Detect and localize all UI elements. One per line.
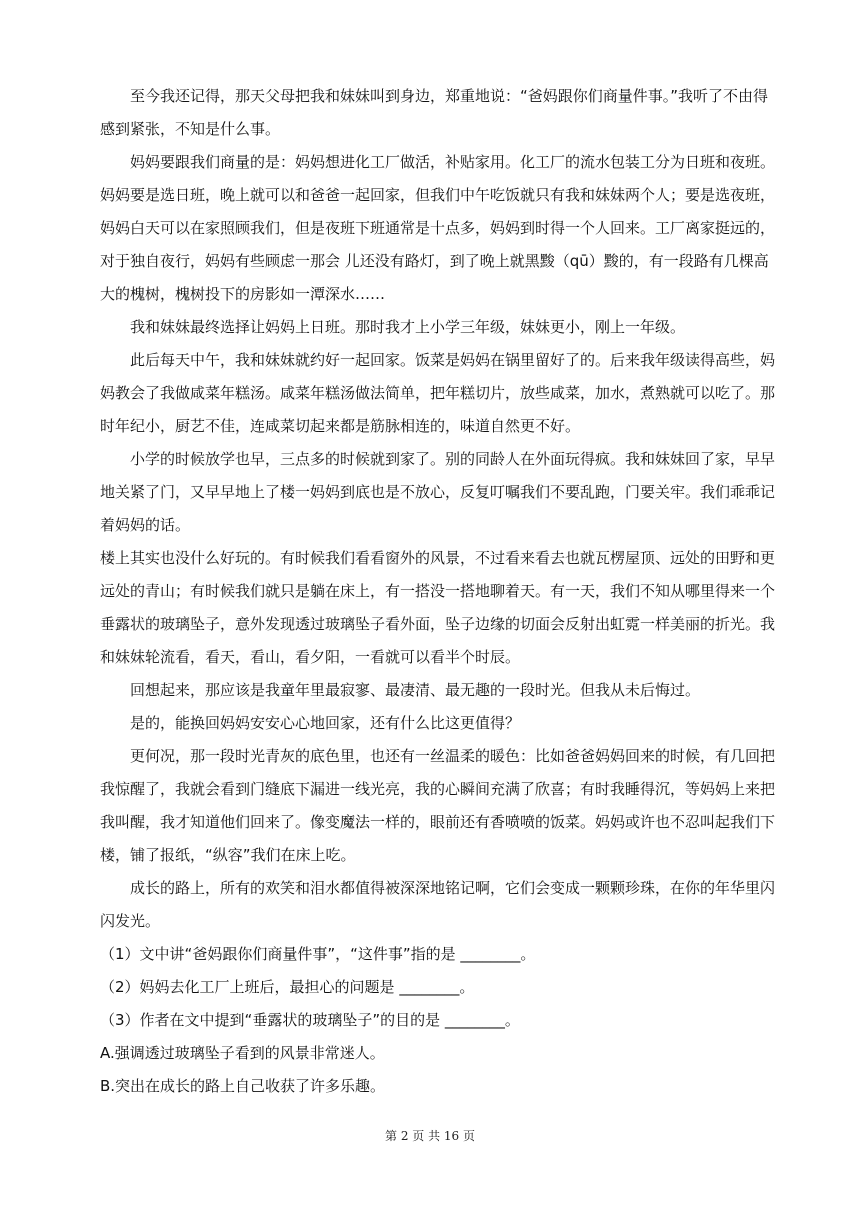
text-line: 回想起来，那应该是我童年里最寂寥、最凄清、最无趣的一段时光。但我从未后悔过。 (100, 681, 701, 699)
text-line: 至今我还记得，那天父母把我和妹妹叫到身边，郑重地说：“爸妈跟你们商量件事。”我听了不由得 (100, 87, 769, 105)
text-line: 楼，铺了报纸，“纵容”我们在床上吃。 (100, 846, 356, 864)
text-line: 楼上其实也没什么好玩的。有时候我们看看窗外的风景，不过看来看去也就瓦楞屋顶、远处的田野和更 (100, 549, 776, 567)
text-line: 成长的路上，所有的欢笑和泪水都值得被深深地铭记啊，它们会变成一颗颗珍珠，在你的年华里闪 (100, 879, 776, 897)
page-number: 第 2 页 共 16 页 (385, 1129, 475, 1143)
text-line: 对于独自夜行，妈妈有些顾虑一那会 儿还没有路灯，到了晚上就黑黢（qū）黢的，有一段路有几棵高 (100, 252, 769, 270)
option-b: B.突出在成长的路上自己收获了许多乐趣。 (100, 1077, 386, 1095)
text-line: 着妈妈的话。 (100, 516, 191, 534)
text-line: 时年纪小，厨艺不佳，连咸菜切起来都是筋脉相连的，味道自然更不好。 (100, 417, 581, 435)
document-body (100, 80, 784, 1103)
text-line: 远处的青山；有时候我们就只是躺在床上，有一搭没一搭地聊着天。有一天，我们不知从哪里得来一个 (100, 582, 776, 600)
text-line: 和妹妹轮流看，看天，看山，看夕阳，一看就可以看半个时辰。 (100, 648, 521, 666)
text-line: 大的槐树，槐树投下的房影如一潭深水…… (100, 285, 386, 303)
text-line: 我惊醒了，我就会看到门缝底下漏进一线光亮，我的心瞬间充满了欣喜；有时我睡得沉，等妈妈上来把 (100, 780, 776, 798)
text-line: 是的，能换回妈妈安安心心地回家，还有什么比这更值得？ (100, 714, 521, 732)
text-line: 妈妈要跟我们商量的是：妈妈想进化工厂做活，补贴家用。化工厂的流水包装工分为日班和夜班。 (100, 153, 776, 171)
text-line: 闪发光。 (100, 912, 161, 930)
question-3: （3）作者在文中提到“垂露状的玻璃坠子”的目的是 ________。 (100, 1011, 520, 1029)
text-line: 我叫醒，我才知道他们回来了。像变魔法一样的，眼前还有香喷喷的饭菜。妈妈或许也不忍叫起我们下 (100, 813, 776, 831)
option-a: A.强调透过玻璃坠子看到的风景非常迷人。 (100, 1044, 385, 1062)
text-line: 此后每天中午，我和妹妹就约好一起回家。饭菜是妈妈在锅里留好了的。后来我年级读得高些，妈 (100, 351, 776, 369)
question-1: （1）文中讲“爸妈跟你们商量件事”，“这件事”指的是 ________。 (100, 945, 536, 963)
text-line: 感到紧张，不知是什么事。 (100, 120, 281, 138)
text-line: 妈妈白天可以在家照顾我们，但是夜班下班通常是十点多，妈妈到时得一个人回来。工厂离家挺远的， (100, 219, 776, 237)
text-line: 垂露状的玻璃坠子，意外发现透过玻璃坠子看外面，坠子边缘的切面会反射出虹霓一样美丽的折光。我 (100, 615, 776, 633)
text-line: 更何况，那一段时光青灰的底色里，也还有一丝温柔的暖色：比如爸爸妈妈回来的时候，有几回把 (100, 747, 776, 765)
text-line: 我和妹妹最终选择让妈妈上日班。那时我才上小学三年级，妹妹更小，刚上一年级。 (100, 318, 686, 336)
text-line: 小学的时候放学也早，三点多的时候就到家了。别的同龄人在外面玩得疯。我和妹妹回了家，早早 (100, 450, 776, 468)
text-line: 妈妈要是选日班，晚上就可以和爸爸一起回家，但我们中午吃饭就只有我和妹妹两个人；要是选夜班， (100, 186, 776, 204)
text-line: 地关紧了门，又早早地上了楼一妈妈到底也是不放心，反复叮嘱我们不要乱跑，门要关牢。我们乖乖记 (100, 483, 776, 501)
text-line: 妈教会了我做咸菜年糕汤。咸菜年糕汤做法简单，把年糕切片，放些咸菜，加水，煮熟就可以吃了。那 (100, 384, 776, 402)
question-2: （2）妈妈去化工厂上班后，最担心的问题是 ________。 (100, 978, 475, 996)
